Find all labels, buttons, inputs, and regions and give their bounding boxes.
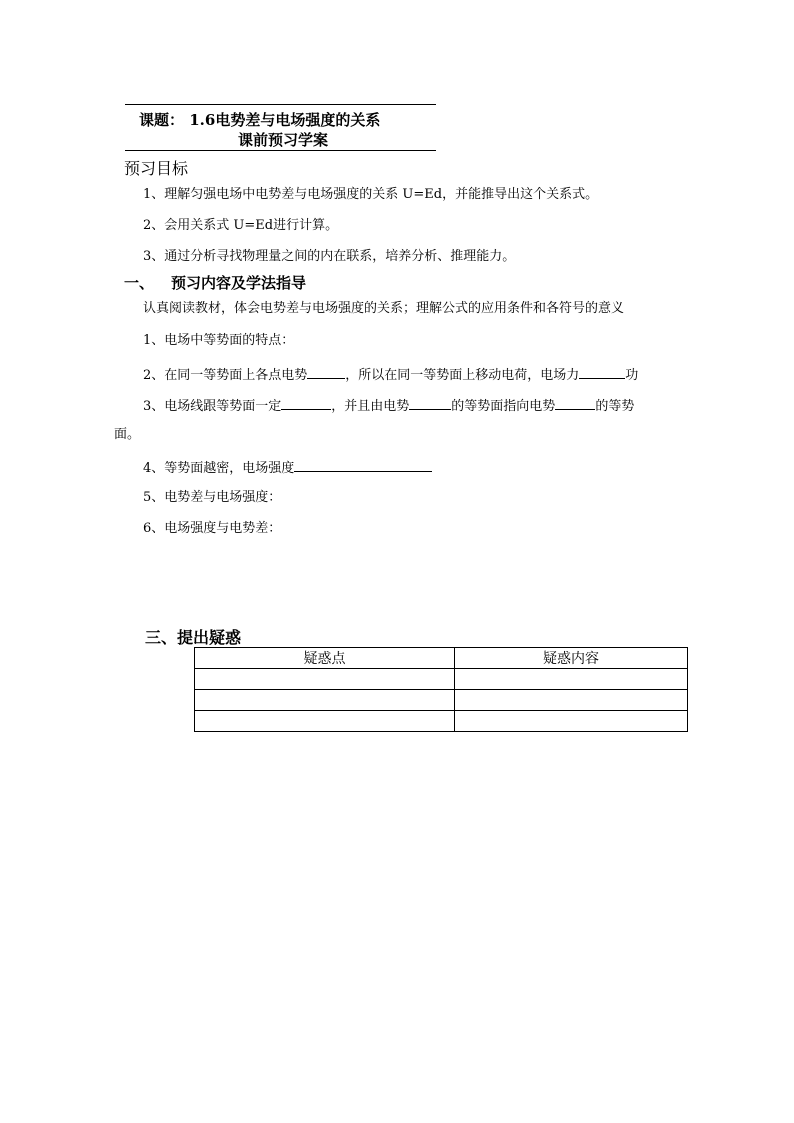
column-header: 疑惑点 xyxy=(195,648,455,669)
question-1: 1、电场中等势面的特点： xyxy=(143,333,295,348)
question-4 xyxy=(143,458,432,477)
question-2-part-c: 功 xyxy=(625,368,639,383)
table-cell[interactable] xyxy=(195,669,455,690)
table-header-row xyxy=(195,648,688,669)
page-subtitle: 课前预习学案 xyxy=(238,131,329,149)
title-top-rule xyxy=(125,104,436,105)
table-cell[interactable] xyxy=(455,669,688,690)
answer-blank[interactable] xyxy=(579,365,625,379)
doubts-table xyxy=(194,647,688,732)
question-2-part-b: ，所以在同一等势面上移动电荷，电场力 xyxy=(345,368,580,383)
question-2-part-a: 2、在同一等势面上各点电势 xyxy=(143,368,308,383)
answer-blank[interactable] xyxy=(409,396,451,410)
answer-blank[interactable] xyxy=(281,396,331,410)
question-5: 5、电势差与电场强度： xyxy=(143,490,282,505)
question-3-part-d: 的等势 xyxy=(595,399,635,414)
question-3-part-c: 的等势面指向电势 xyxy=(451,399,556,414)
answer-blank[interactable] xyxy=(294,458,432,472)
question-4-text: 4、等势面越密，电场强度 xyxy=(143,461,295,476)
table-cell[interactable] xyxy=(455,690,688,711)
section1-intro: 认真阅读教材，体会电势差与电场强度的关系；理解公式的应用条件和各符号的意义 xyxy=(143,301,625,316)
goal-item-1: 1、理解匀强电场中电势差与电场强度的关系 U=Ed，并能推导出这个关系式。 xyxy=(143,187,599,202)
goal-item-2: 2、会用关系式 U=Ed进行计算。 xyxy=(143,218,339,233)
section3-heading: 三、提出疑惑 xyxy=(145,628,242,647)
question-2 xyxy=(143,365,638,384)
table-row xyxy=(195,711,688,732)
answer-blank[interactable] xyxy=(307,365,345,379)
section1-heading: 预习内容及学法指导 xyxy=(171,274,307,292)
question-3-continuation: 面。 xyxy=(114,427,141,442)
answer-blank[interactable] xyxy=(555,396,595,410)
table-cell[interactable] xyxy=(195,711,455,732)
title-bottom-rule xyxy=(125,150,436,151)
table-row xyxy=(195,669,688,690)
table-row xyxy=(195,690,688,711)
table-cell[interactable] xyxy=(455,711,688,732)
table-cell[interactable] xyxy=(195,690,455,711)
question-3-part-b: ，并且由电势 xyxy=(331,399,410,414)
goals-heading: 预习目标 xyxy=(124,159,189,178)
goal-item-3: 3、通过分析寻找物理量之间的内在联系，培养分析、推理能力。 xyxy=(143,249,516,264)
section1-number: 一、 xyxy=(124,274,155,292)
question-6: 6、电场强度与电势差： xyxy=(143,521,282,536)
question-3-part-a: 3、电场线跟等势面一定 xyxy=(143,399,282,414)
question-3 xyxy=(143,396,634,415)
page-title: 课题： 1.6电势差与电场强度的关系 xyxy=(139,111,381,129)
column-header: 疑惑内容 xyxy=(455,648,688,669)
